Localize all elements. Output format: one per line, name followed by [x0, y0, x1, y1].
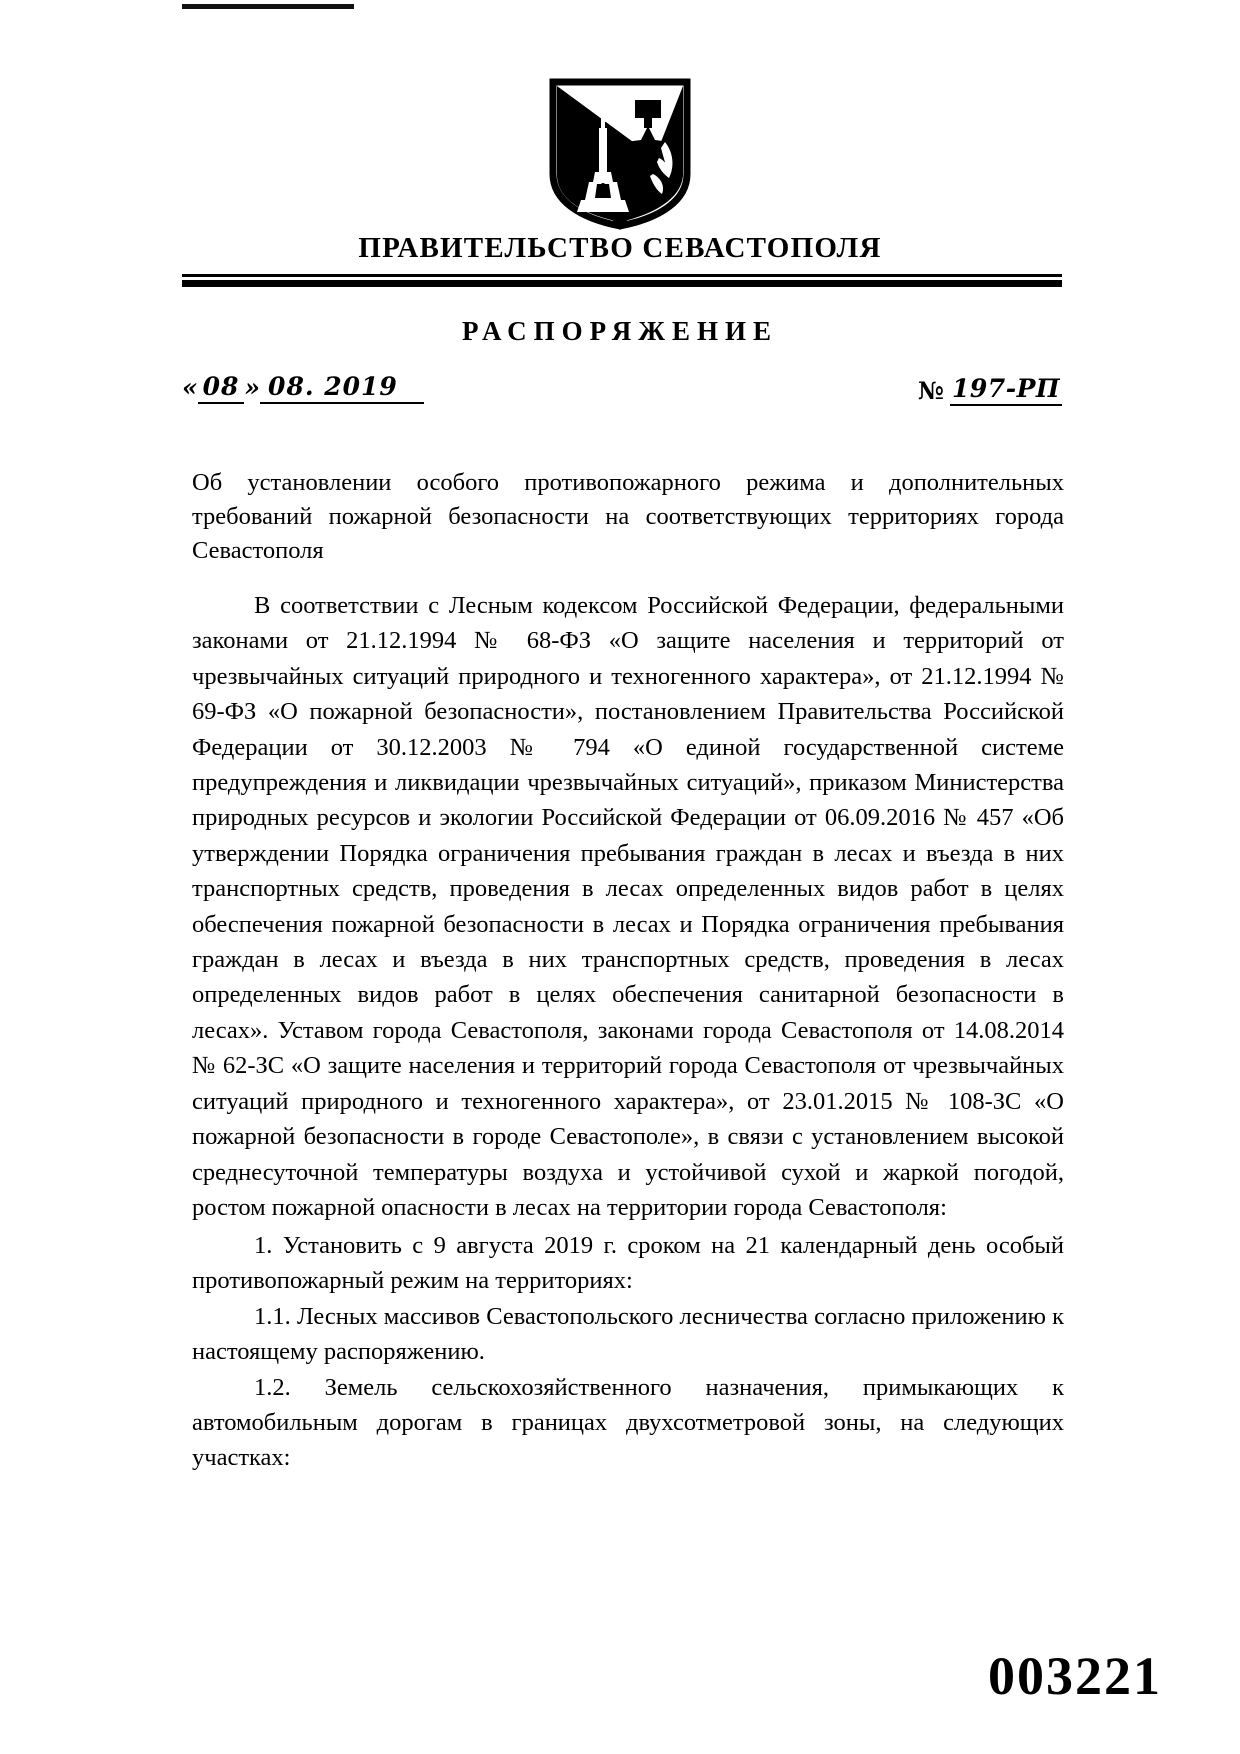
date-month-year: 08. 2019	[260, 372, 424, 404]
scan-artifact	[182, 4, 354, 9]
document-number-value: 197-РП	[950, 374, 1062, 406]
date-quote-open: «	[182, 373, 198, 402]
date-number-row	[182, 372, 1062, 418]
organization-title: ПРАВИТЕЛЬСТВО СЕВАСТОПОЛЯ	[358, 232, 882, 264]
number-sign-icon: №	[917, 376, 945, 405]
document-date	[182, 372, 424, 404]
clause-item: 1.1. Лесных массивов Севастопольского лесничества согласно приложению к настоящему распоряжению.	[192, 1302, 1064, 1366]
clause-list	[192, 1228, 1064, 1476]
date-day: 08	[198, 372, 245, 404]
document-subject: Об установлении особого противопожарного режима и дополнительных требований пожарной безопасности на соответствующих территориях города Севастополя	[192, 469, 1064, 564]
clause-item: 1.2. Земель сельскохозяйственного назначения, примыкающих к автомобильным дорогам в границах двухсотметровой зоны, на следующих участках:	[192, 1373, 1064, 1472]
emblem-container	[0, 78, 1240, 230]
divider-thick-line	[182, 280, 1062, 287]
registration-stamp-number: 003221	[988, 1646, 1162, 1706]
header-divider	[182, 274, 1062, 287]
date-quote-close: »	[244, 373, 261, 402]
document-preamble: В соответствии с Лесным кодексом Российской Федерации, федеральными законами от 21.12.1994 № 68-ФЗ «О защите населения и территорий от чрезвычайных ситуаций природного и техногенного характера», от 21.12.1994 № 69-ФЗ «О пожарной безопасности», постановлением Правительства Российской Федерации от 30.12.2003 № 794 «О единой государственной системе предупреждения и ликвидации чрезвычайных ситуаций», приказом Министерства природных ресурсов и экологии Российской Федерации от 06.09.2016 № 457 «Об утверждении Порядка ограничения пребывания граждан в лесах и въезда в них транспортных средств, проведения в лесах определенных видов работ в целях обеспечения пожарной безопасности в лесах и Порядка ограничения пребывания граждан в лесах и въезда в них транспортных средств, проведения в лесах определенных видов работ в целях обеспечения санитарной безопасности в лесах». Уставом города Севастополя, законами города Севастополя от 14.08.2014 № 62-ЗС «О защите населения и территорий города Севастополя от чрезвычайных ситуаций природного и техногенного характера», от 23.01.2015 № 108-ЗС «О пожарной безопасности в городе Севастополе», в связи с установлением высокой среднесуточной температуры воздуха и устойчивой сухой и жаркой погодой, ростом пожарной опасности в лесах на территории города Севастополя:	[192, 592, 1064, 1221]
clause-item: 1. Установить с 9 августа 2019 г. сроком на 21 календарный день особый противопожарный режим на территориях:	[192, 1232, 1064, 1295]
document-type-heading: РАСПОРЯЖЕНИЕ	[461, 316, 779, 346]
document-number	[918, 374, 1062, 406]
coat-of-arms-sevastopol-icon	[549, 78, 691, 230]
